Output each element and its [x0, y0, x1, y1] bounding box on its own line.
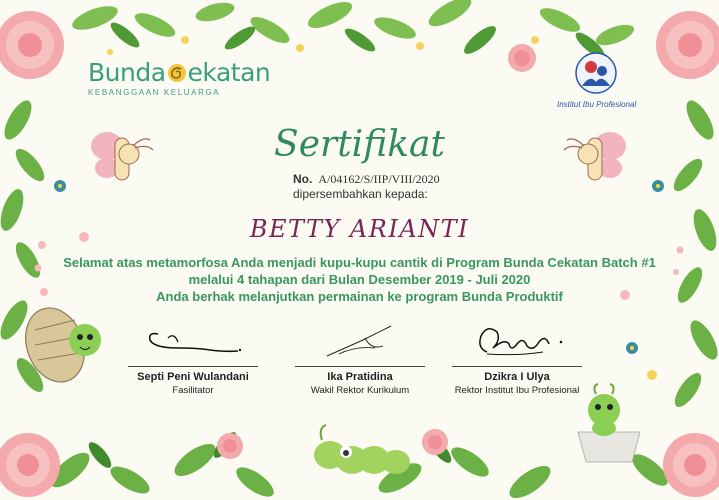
bunda-cekatan-logo — [88, 58, 270, 97]
certificate-title: Sertifikat — [274, 124, 445, 165]
certificate-number-label: No. — [293, 172, 313, 186]
institute-name: Institut Ibu Profesional — [557, 100, 637, 109]
certificate-number-line — [293, 172, 440, 187]
signature-line-2 — [295, 366, 425, 367]
swirl-c-icon — [167, 63, 187, 83]
mother-child-emblem-icon — [572, 52, 620, 94]
signatory-1 — [118, 318, 268, 396]
body-line-1: Selamat atas metamorfosa Anda menjadi kupu-kupu cantik di Program Bunda Cekatan Batch #1 — [63, 255, 656, 270]
signatory-role-1: Fasilitator — [172, 385, 214, 396]
signatory-name-3: Dzikra I Ulya — [484, 371, 550, 383]
signatory-3 — [442, 318, 592, 396]
signatory-role-3: Rektor Institut Ibu Profesional — [454, 385, 580, 396]
signature-line-1 — [128, 366, 258, 367]
presented-to-label: dipersembahkan kepada: — [293, 187, 428, 201]
signature-3 — [457, 318, 577, 362]
signatory-role-2: Wakil Rektor Kurikulum — [310, 385, 410, 396]
signatory-name-1: Septi Peni Wulandani — [137, 371, 249, 383]
signatory-name-2: Ika Pratidina — [327, 371, 393, 383]
certificate-body — [0, 254, 719, 305]
signatory-2 — [285, 318, 435, 396]
institut-ibu-profesional-logo — [557, 52, 635, 109]
body-line-3: Anda berhak melanjutkan permainan ke program Bunda Produktif — [156, 289, 563, 304]
body-line-2: melalui 4 tahapan dari Bulan Desember 2019 - Juli 2020 — [188, 272, 531, 287]
recipient-name: BETTY ARIANTI — [249, 215, 470, 243]
brand-tagline: KEBANGGAAN KELUARGA — [88, 88, 221, 97]
signature-line-3 — [452, 366, 582, 367]
brand-name-part-2: ekatan — [187, 58, 271, 87]
signature-2 — [305, 318, 415, 362]
signature-1 — [138, 318, 248, 362]
certificate-number: A/04162/S/IIP/VIII/2020 — [318, 172, 440, 186]
brand-name-part-1: Bunda — [88, 58, 166, 87]
